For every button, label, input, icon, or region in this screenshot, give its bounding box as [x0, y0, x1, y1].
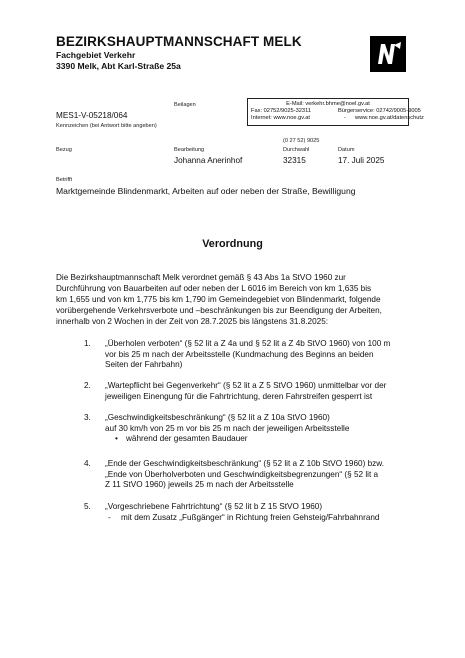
item-line: jeweiligen Einengung für die Fahrtrichtung, deren Fahrstreifen gesperrt ist [105, 391, 373, 401]
datum-label: Datum [338, 147, 355, 153]
intro-line: innerhalb von 2 Wochen in der Zeit von 28.7.2025 bis längstens 31.8.2025: [56, 317, 329, 327]
item-text [105, 459, 419, 491]
contact-fax: Fax: 02752/9025-32311 [251, 108, 311, 115]
item-text [105, 339, 419, 371]
reference-number: MES1-V-05218/064 [56, 111, 128, 120]
intro-line: vorübergehende Verkehrsverbote und –beschränkungen bis zur Beendigung der Arbeiten, [56, 306, 382, 316]
item-bullet: • während der gesamten Baudauer [105, 434, 419, 445]
item-line: „Vorgeschriebene Fahrtrichtung“ (§ 52 lit b Z 15 StVO 1960) [105, 502, 323, 511]
contact-privacy-link[interactable]: www.noe.gv.at/datenschutz [355, 115, 424, 122]
item-line: „Geschwindigkeitsbeschränkung“ (§ 52 lit a Z 10a StVO 1960) [105, 413, 330, 422]
noe-logo-icon [370, 36, 406, 72]
intro-line: km 1,655 und von km 1,775 bis km 1,790 im Gemeindegebiet von Blindenmarkt, folgende [56, 295, 381, 305]
kennzeichen-label: Kennzeichen (bei Antwort bitte angeben) [56, 123, 157, 129]
intro-paragraph [56, 272, 418, 327]
item-line: Z 11 StVO 1960) jeweils 25 m nach der Arbeitsstelle [105, 480, 294, 490]
intro-line: Durchführung von Bauarbeiten auf oder neben der L 6016 im Bereich von km 1,635 bis [56, 284, 372, 294]
office-name: BEZIRKSHAUPTMANNSCHAFT MELK [56, 34, 302, 49]
department-name: Fachgebiet Verkehr [56, 50, 136, 60]
item-number: 1. [84, 339, 91, 348]
bezug-label: Bezug [56, 147, 72, 153]
betrifft-label: Betrifft [56, 177, 73, 183]
item-dash-note: - mit dem Zusatz „Fußgänger“ in Richtung freien Gehsteig/Fahrbahnrand [105, 513, 419, 524]
item-text [105, 413, 419, 445]
durchwahl-label: Durchwahl [283, 147, 310, 153]
item-line: „Ende von Überholverboten und Geschwindigkeitsbegrenzungen“ (§ 52 lit a [105, 469, 379, 479]
item-line: „Überholen verboten“ (§ 52 lit a Z 4a und § 52 lit a Z 4b StVO 1960) von 100 m [105, 339, 391, 348]
document-title: Verordnung [202, 238, 263, 250]
item-line: auf 30 km/h von 25 m vor bis 25 m nach der jeweiligen Arbeitsstelle [105, 423, 350, 433]
extension-number: 32315 [283, 156, 306, 165]
item-number: 3. [84, 413, 91, 422]
item-line: „Ende der Geschwindigkeitsbeschränkung“ (§ 52 lit a Z 10b StVO 1960) bzw. [105, 459, 384, 468]
item-line: „Wartepflicht bei Gegenverkehr“ (§ 52 lit a Z 5 StVO 1960) unmittelbar vor der [105, 381, 387, 390]
item-line: Seiten der Fahrbahn) [105, 360, 183, 370]
item-text [105, 381, 419, 402]
contact-internet-row [251, 115, 424, 122]
document-date: 17. Juli 2025 [338, 156, 385, 165]
phone-number: (0 27 52) 9025 [283, 138, 320, 144]
contact-box [247, 98, 424, 126]
contact-fax-row [251, 108, 421, 115]
contact-email[interactable]: E-Mail: verkehr.bhme@noel.gv.at [286, 101, 370, 107]
item-line: vor bis 25 m nach der Arbeitsstelle (Kundmachung des Beginns an beiden [105, 349, 374, 359]
item-number: 5. [84, 502, 91, 511]
intro-line: Die Bezirkshauptmannschaft Melk verordnet gemäß § 43 Abs 1a StVO 1960 zur [56, 273, 346, 282]
contact-internet[interactable]: Internet: www.noe.gv.at [251, 115, 311, 122]
subject-line: Marktgemeinde Blindenmarkt, Arbeiten auf oder neben der Straße, Bewilligung [56, 186, 356, 196]
item-text [105, 502, 419, 523]
item-number: 4. [84, 459, 91, 468]
contact-service: Bürgerservice: 02742/9005-9005 [338, 108, 421, 115]
office-address: 3390 Melk, Abt Karl-Straße 25a [56, 61, 181, 71]
contact-separator: - [344, 115, 346, 122]
clerk-name: Johanna Anerinhof [174, 156, 243, 165]
item-number: 2. [84, 381, 91, 390]
bearbeitung-label: Bearbeitung [174, 147, 205, 153]
beilagen-label: Beilagen [174, 102, 196, 108]
